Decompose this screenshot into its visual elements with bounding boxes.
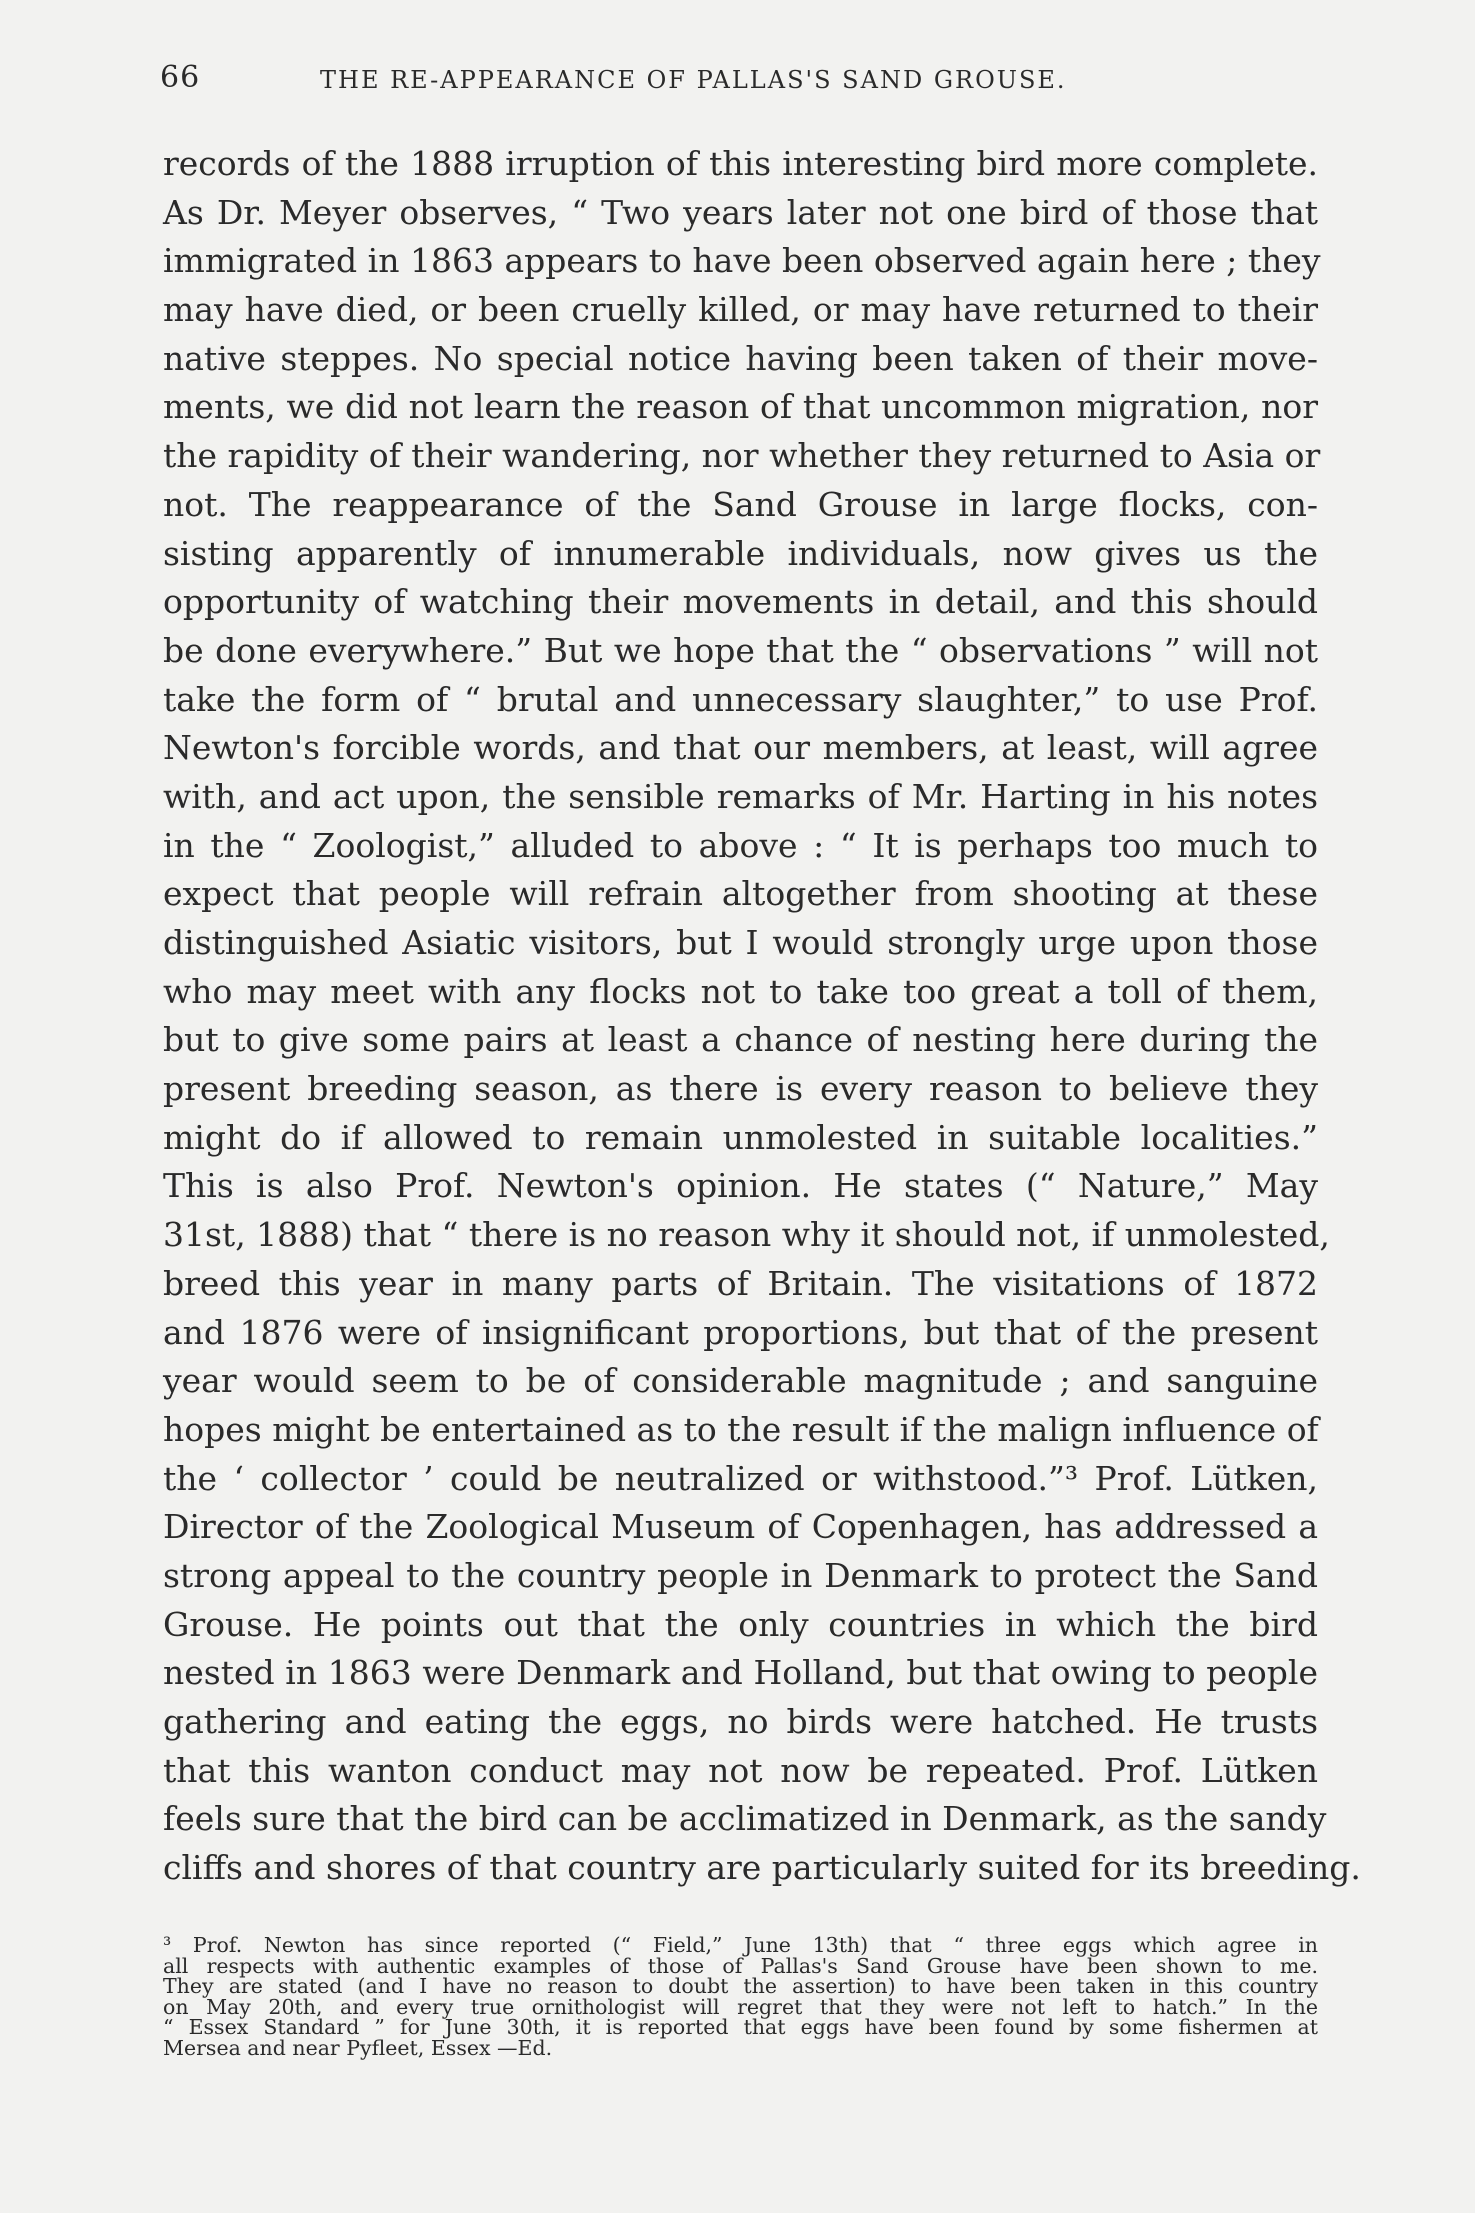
body-line: feels sure that the bird can be acclimatized in Denmark, as the sandy: [163, 1799, 1327, 1839]
footnote-line: ³ Prof. Newton has since reported (“ Field,” June 13th) that “ three eggs which agree in: [163, 1933, 1318, 1957]
body-text: [163, 140, 1361, 1893]
body-line: strong appeal to the country people in Denmark to protect the Sand: [163, 1555, 1318, 1595]
body-line: with, and act upon, the sensible remarks of Mr. Harting in his notes: [163, 776, 1318, 816]
body-line: distinguished Asiatic visitors, but I would strongly urge upon those: [163, 923, 1318, 962]
page-number: 66: [160, 60, 201, 95]
body-line: hopes might be entertained as to the result if the malign influence of: [163, 1409, 1319, 1449]
body-line: cliffs and shores of that country are particularly suited for its breeding.: [163, 1848, 1361, 1888]
body-line: As Dr. Meyer observes, “ Two years later not one bird of those that: [163, 192, 1318, 232]
body-line: may have died, or been cruelly killed, or may have returned to their: [163, 290, 1318, 330]
body-line: opportunity of watching their movements in detail, and this should: [163, 582, 1318, 622]
footnote-line: on May 20th, and every true ornithologist will regret that they were not left to hatch.” In the: [163, 1994, 1318, 2019]
body-line: Director of the Zoological Museum of Copenhagen, has addressed a: [163, 1507, 1318, 1547]
body-line: nested in 1863 were Denmark and Holland, but that owing to people: [163, 1653, 1318, 1693]
body-line: that this wanton conduct may not now be repeated. Prof. Lütken: [163, 1750, 1318, 1790]
body-line: in the “ Zoologist,” alluded to above : “ It is perhaps too much to: [163, 825, 1318, 865]
page-header: [160, 60, 1320, 100]
footnote-line: Mersea and near Pyfleet, Essex —Ed.: [163, 2035, 553, 2060]
body-line: take the form of “ brutal and unnecessary slaughter,” to use Prof.: [163, 679, 1318, 719]
body-line: might do if allowed to remain unmolested in suitable localities.”: [163, 1117, 1318, 1157]
body-line: the ‘ collector ’ could be neutralized or withstood.”³ Prof. Lütken,: [163, 1458, 1318, 1498]
body-line: Newton's forcible words, and that our members, at least, will agree: [163, 728, 1318, 768]
body-line: native steppes. No special notice having been taken of their move-: [163, 338, 1318, 378]
body-line: but to give some pairs at least a chance of nesting here during the: [163, 1020, 1318, 1060]
footnotes: [163, 1935, 1318, 2058]
body-line: immigrated in 1863 appears to have been observed again here ; they: [163, 241, 1321, 281]
body-line: breed this year in many parts of Britain. The visitations of 1872: [163, 1263, 1318, 1303]
body-line: ments, we did not learn the reason of that uncommon migration, nor: [163, 387, 1318, 427]
body-line: This is also Prof. Newton's opinion. He states (“ Nature,” May: [163, 1166, 1318, 1206]
body-line: records of the 1888 irruption of this interesting bird more complete.: [163, 144, 1318, 183]
running-head: THE RE-APPEARANCE OF PALLAS'S SAND GROUSE.: [320, 66, 1067, 94]
body-line: sisting apparently of innumerable individuals, now gives us the: [163, 533, 1318, 573]
footnote-line: all respects with authentic examples of those of Pallas's Sand Grouse have been shown to me.: [163, 1953, 1318, 1978]
footnote-line: “ Essex Standard ” for June 30th, it is reported that eggs have been found by some fishermen at: [163, 2015, 1318, 2039]
body-line: year would seem to be of considerable magnitude ; and sanguine: [163, 1361, 1318, 1401]
body-line: 31st, 1888) that “ there is no reason why it should not, if unmolested,: [163, 1215, 1330, 1255]
body-line: not. The reappearance of the Sand Grouse in large flocks, con-: [163, 484, 1318, 524]
body-line: and 1876 were of insignificant proportions, but that of the present: [163, 1312, 1318, 1352]
body-line: expect that people will refrain altogether from shooting at these: [163, 874, 1318, 914]
body-line: Grouse. He points out that the only countries in which the bird: [163, 1604, 1318, 1644]
body-line: gathering and eating the eggs, no birds were hatched. He trusts: [163, 1702, 1318, 1741]
body-line: the rapidity of their wandering, nor whether they returned to Asia or: [163, 436, 1321, 476]
body-line: be done everywhere.” But we hope that the “ observations ” will not: [163, 630, 1318, 670]
body-line: present breeding season, as there is every reason to believe they: [163, 1069, 1318, 1109]
body-line: who may meet with any flocks not to take too great a toll of them,: [163, 971, 1318, 1011]
footnote-line: They are stated (and I have no reason to doubt the assertion) to have been taken in this country: [163, 1974, 1318, 1998]
